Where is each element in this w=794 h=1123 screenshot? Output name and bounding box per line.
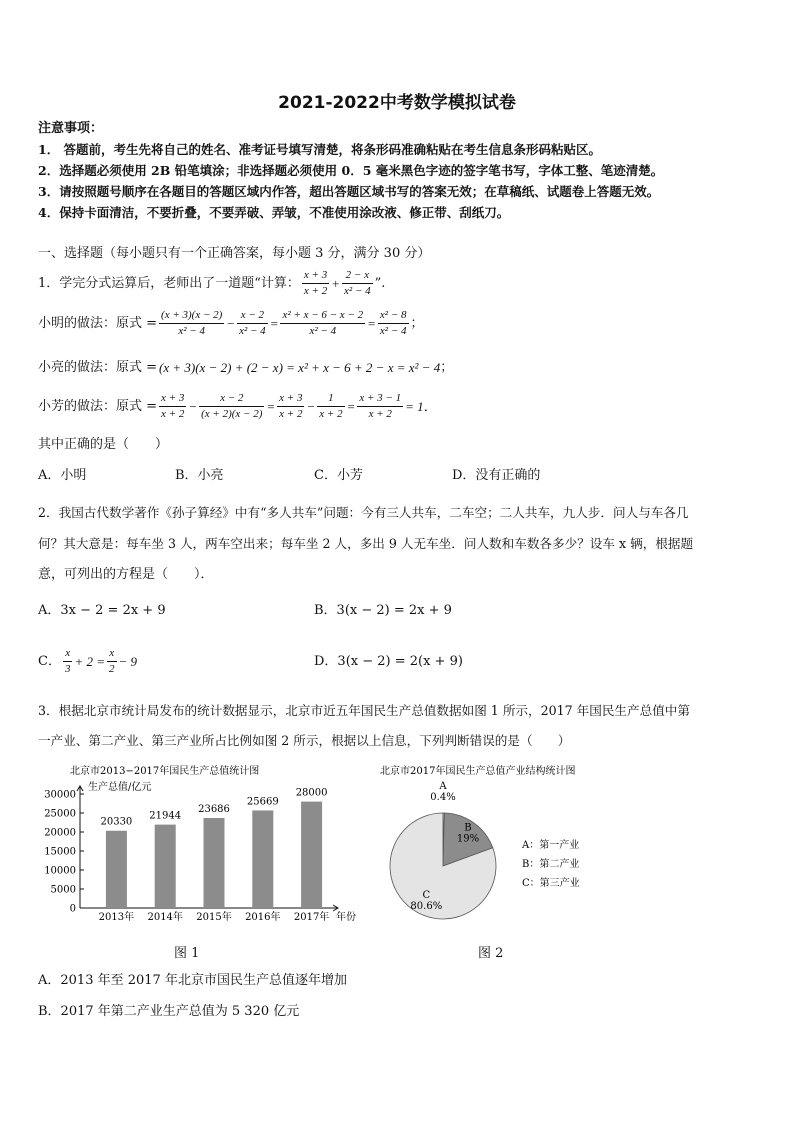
operator: = [346, 399, 356, 414]
fraction: $\frac{\text{x² − 8}}{\text{x² − 4}}$ [379, 309, 407, 337]
operator: + 2 = [74, 654, 105, 669]
fraction: $\frac{x}{2}$ [109, 647, 115, 675]
bar [204, 818, 225, 908]
question-1-stem [38, 268, 385, 299]
data-label: 21944 [149, 810, 182, 822]
data-label: 23686 [198, 803, 230, 815]
fraction: $\frac{x + 3}{x + 2}$ [279, 392, 303, 420]
operator: − [226, 316, 236, 331]
option-d: D．没有正确的 [452, 468, 541, 483]
operator: − 9 [118, 654, 138, 669]
fraction: $\frac{1}{x + 2}$ [319, 392, 343, 420]
option-b: B．3(x − 2) = 2x + 9 [314, 603, 452, 618]
option-a: A．小明 [38, 468, 87, 483]
notice-heading: 注意事项： [38, 121, 104, 136]
bar [301, 802, 322, 908]
notice-item: 2．选择题必须使用 2B 铅笔填涂；非选择题必须使用 0．5 毫米黑色字迹的签字笔书写，字体工整、笔迹清楚。 [38, 163, 664, 178]
fraction: $\frac{2 - x}{\text{x² − 4}}$ [344, 269, 371, 297]
operator: − [188, 399, 198, 414]
operator: = [367, 316, 376, 331]
question-3-line: 3．根据北京市统计局发布的统计数据显示，北京市近五年国民生产总值数据如图 1 所示，2017 年国民生产总值中第 [38, 703, 690, 718]
y-axis-label: 生产总值/亿元 [88, 782, 152, 793]
method-label: 小芳的做法：原式 = [38, 399, 158, 414]
question-1-prompt: 其中正确的是（ ） [38, 437, 169, 452]
option-b: B．小亮 [175, 468, 224, 483]
data-label: 25669 [246, 796, 279, 808]
option-b: B．2017 年第二产业生产总值为 5 320 亿元 [38, 1004, 300, 1019]
x-tick-label: 2014年 [147, 912, 183, 923]
y-tick-label: 15000 [44, 846, 76, 858]
operator: = [266, 399, 276, 414]
pie-chart [372, 760, 632, 930]
method-label: 小明的做法：原式 = [38, 316, 158, 331]
xiaofang-method [38, 391, 437, 422]
x-tick-label: 2015年 [196, 912, 232, 923]
slice-key: B [464, 822, 472, 834]
fraction: $\frac{x + 3}{x + 2}$ [303, 269, 328, 297]
option-a: A．2013 年至 2017 年北京市国民生产总值逐年增加 [38, 973, 347, 988]
xiaoming-method [38, 308, 424, 339]
fraction: $\frac{\text{x² + x − 6 − x − 2}}{\text{x² − 4}}$ [282, 309, 364, 337]
figure-2-caption: 图 2 [478, 946, 504, 961]
operator: − [306, 399, 316, 414]
legend-item: B：第二产业 [522, 859, 580, 870]
option-c [38, 646, 137, 677]
fraction: $\frac{x - 2}{\text{x² − 4}}$ [239, 309, 266, 337]
slice-key: C [422, 889, 431, 901]
stem-end: ”. [374, 276, 386, 291]
bar [155, 825, 176, 908]
fraction: $\frac{x + 3}{x + 2}$ [161, 392, 185, 420]
expression: (x + 3)(x − 2) + (2 − x) = x² + x − 6 + 2 − x = x² − 4 [159, 360, 441, 375]
figure-1-caption: 图 1 [174, 946, 200, 961]
question-3-line: 一产业、第二产业、第三产业所占比例如图 2 所示，根据以上信息，下列判断错误的是（ ） [38, 733, 571, 748]
y-tick-label: 10000 [44, 865, 76, 877]
x-tick-label: 2013年 [98, 912, 135, 923]
x-tick-label: 2017年 [293, 912, 330, 923]
slice-key: A [439, 781, 447, 792]
x-tick-label: 2016年 [245, 912, 281, 923]
option-d: D．3(x − 2) = 2(x + 9) [314, 654, 463, 669]
y-tick-label: 5000 [50, 884, 76, 896]
bar [252, 810, 273, 908]
semicolon: ； [440, 360, 454, 375]
legend-item: C：第三产业 [522, 878, 580, 889]
question-2-line: 何？其大意是：每车坐 3 人，两车空出来；每车坐 2 人，多出 9 人无车坐．问人数和车数各多少？设车 x 辆，根据题 [38, 536, 694, 551]
section-heading: 一、选择题（每小题只有一个正确答案，每小题 3 分，满分 30 分） [38, 246, 431, 261]
bar-chart [38, 760, 368, 930]
semicolon: ； [410, 316, 424, 331]
fraction: $\frac{x + 3 - 1}{x + 2}$ [359, 392, 402, 420]
slice-label: 0.4% [430, 792, 456, 803]
data-label: 20330 [100, 816, 133, 828]
fraction: $\frac{x}{3}$ [64, 647, 71, 675]
xiaoliang-method [38, 357, 453, 378]
question-2-line: 2．我国古代数学著作《孙子算经》中有“多人共车”问题：今有三人共车，二车空；二人共车，九人步．问人与车各几 [38, 505, 689, 520]
option-label: C． [38, 654, 61, 669]
result: = 1． [405, 399, 437, 414]
notice-item: 4．保持卡面清洁，不要折叠，不要弄破、弄皱，不准使用涂改液、修正带、刮纸刀。 [38, 205, 510, 220]
chart-title: 北京市2017年国民生产总值产业结构统计图 [380, 766, 576, 777]
y-tick-label: 30000 [44, 789, 76, 801]
method-label: 小亮的做法：原式 = [38, 360, 158, 375]
question-2-line: 意，可列出的方程是（ ）． [38, 567, 214, 582]
bar [106, 831, 127, 908]
fraction: $\frac{(x + 3)(x - 2)}{\text{x² − 4}}$ [161, 309, 223, 337]
y-tick-label: 0 [69, 903, 76, 915]
operator: + [331, 276, 341, 291]
notice-item: 1． 答题前，考生先将自己的姓名、准考证号填写清楚，将条形码准确粘贴在考生信息条形码粘贴区。 [38, 142, 602, 157]
notice-item: 3．请按照题号顺序在各题目的答题区域内作答，超出答题区域书写的答案无效；在草稿纸、试题卷上答题无效。 [38, 184, 660, 199]
slice-label: 19% [456, 833, 480, 845]
fraction: $\frac{x - 2}{(x + 2)(x - 2)}$ [201, 392, 263, 420]
operator: = [269, 316, 279, 331]
option-c: C．小芳 [314, 468, 363, 483]
chart-title: 北京市2013−2017年国民生产总值统计图 [70, 766, 260, 777]
y-tick-label: 25000 [44, 808, 76, 820]
legend-item: A：第一产业 [522, 840, 580, 851]
x-axis-label: 年份 [336, 912, 356, 923]
y-tick-label: 20000 [44, 827, 76, 839]
slice-label: 80.6% [410, 900, 443, 912]
page-title: 2021-2022中考数学模拟试卷 [278, 93, 516, 113]
option-a: A．3x − 2 = 2x + 9 [38, 603, 166, 618]
stem-text: 1．学完分式运算后，老师出了一道题“计算： [38, 276, 300, 291]
data-label: 28000 [295, 787, 328, 799]
